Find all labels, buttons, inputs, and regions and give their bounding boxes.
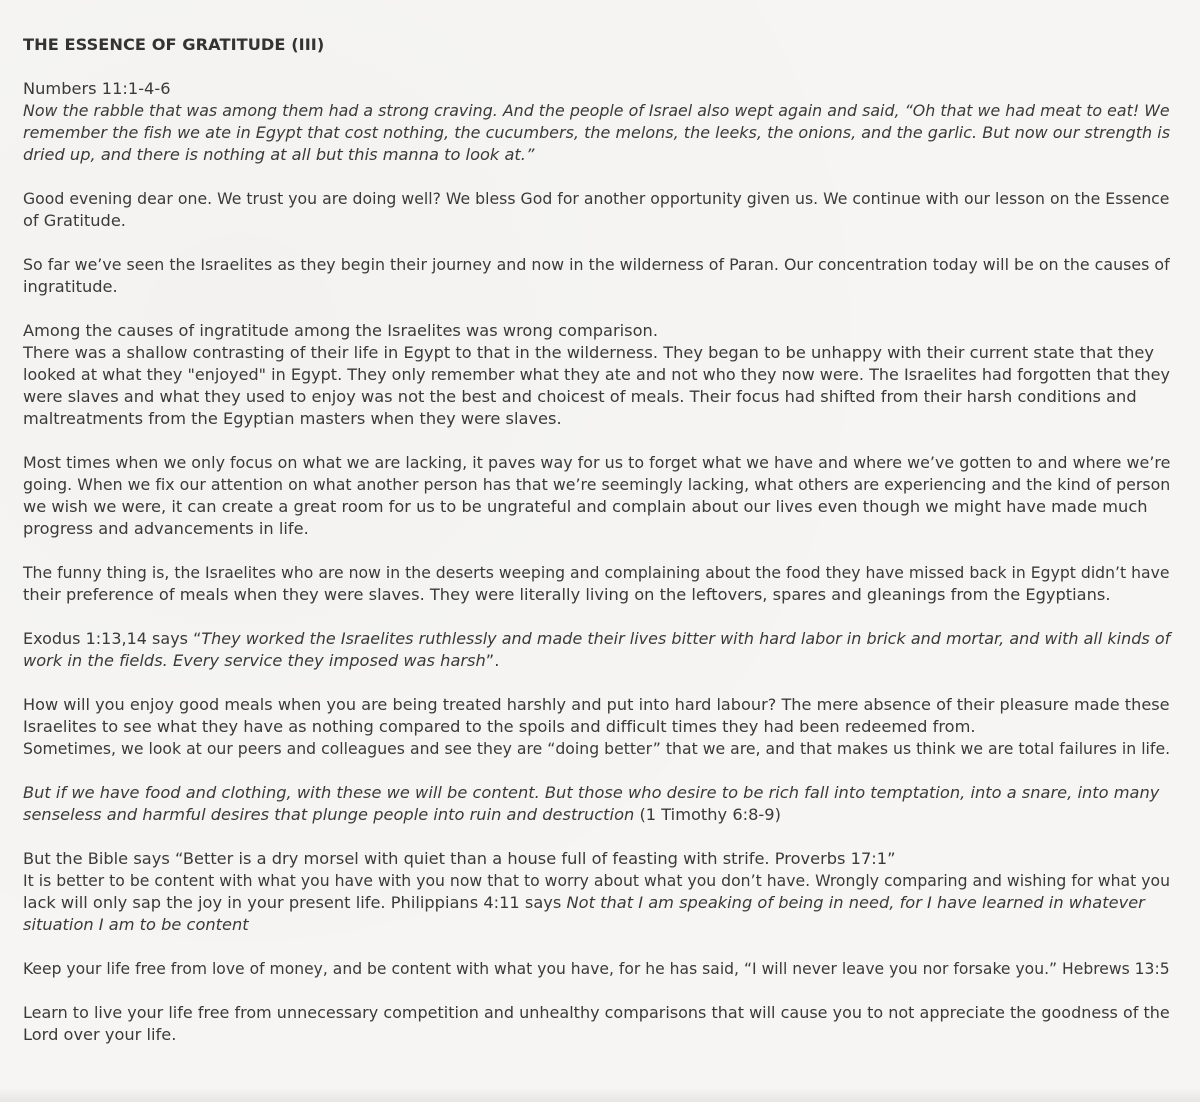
philippians-quote-text: situation I am to be content — [23, 915, 249, 934]
timothy-quote-text: senseless and harmful desires that plunge people into ruin and destruction — [23, 805, 635, 824]
text-line: Lord over your life. — [23, 1025, 177, 1044]
scripture-line: remember the fish we ate in Egypt that cost nothing, the cucumbers, the melons, the leeks, the onions, and the garlic. But now our strength is — [23, 123, 1171, 142]
paragraph-timothy-quote — [23, 782, 1164, 826]
text-line: progress and advancements in life. — [23, 519, 309, 538]
text-line: going. When we fix our attention on what another person has that we’re seemingly lacking, what others are experiencing and the kind of person — [23, 475, 1171, 494]
exodus-quote-text: work in the fields. Every service they imposed was harsh — [23, 651, 486, 670]
text-line: It is better to be content with what you have with you now that to worry about what you don’t have. Wrongly comparing and wishing for what you — [23, 871, 1171, 890]
text-line: Israelites to see what they have as nothing compared to the spoils and difficult times they had been redeemed from. — [23, 717, 976, 736]
text-line: we wish we were, it can create a great room for us to be ungrateful and complain about our lives even though we might have made much — [23, 497, 1148, 516]
text-line: Keep your life free from love of money, and be content with what you have, for he has said, “I will never leave you nor forsake you.” Hebrews 13:5 — [23, 959, 1170, 978]
paragraph-good-meals — [23, 694, 1171, 760]
text-line: their preference of meals when they were slaves. They were literally living on the leftovers, spares and gleanings from the Egyptians. — [23, 585, 1111, 604]
text-line — [23, 650, 1164, 672]
text-line — [23, 892, 1164, 914]
bottom-edge-shadow — [0, 1088, 1200, 1102]
text-line: There was a shallow contrasting of their life in Egypt to that in the wilderness. They began to be unhappy with their current state that they — [23, 343, 1155, 362]
scripture-line: dried up, and there is nothing at all but this manna to look at.” — [23, 145, 535, 164]
paragraph-hebrews — [23, 958, 1170, 980]
paragraph-wrong-comparison — [23, 320, 1170, 430]
philippians-quote-text: Not that I am speaking of being in need, for I have learned in whatever — [566, 893, 1145, 912]
timothy-reference: (1 Timothy 6:8-9) — [634, 805, 781, 824]
text-line — [23, 804, 1164, 826]
text-line: Among the causes of ingratitude among the Israelites was wrong comparison. — [23, 321, 658, 340]
paragraph-intro — [23, 254, 1170, 298]
paragraph-greeting — [23, 188, 1170, 232]
paragraph-closing — [23, 1002, 1170, 1046]
text-line: ingratitude. — [23, 277, 118, 296]
text-line: So far we’ve seen the Israelites as they begin their journey and now in the wilderness of Paran. Our concentration today will be on the causes of — [23, 255, 1170, 274]
exodus-prefix: Exodus 1:13,14 says “ — [23, 629, 202, 648]
text-line: How will you enjoy good meals when you are being treated harshly and put into hard labour? The mere absence of their pleasure made these — [23, 695, 1170, 714]
text-line: looked at what they "enjoyed" in Egypt. They only remember what they ate and not who they now were. The Israelites had forgotten that they — [23, 365, 1170, 384]
scripture-reference: Numbers 11:1-4-6 — [23, 79, 171, 98]
document-title: THE ESSENCE OF GRATITUDE (III) — [23, 35, 325, 54]
text-line: But the Bible says “Better is a dry morsel with quiet than a house full of feasting with strife. Proverbs 17:1” — [23, 849, 896, 868]
text-line: Good evening dear one. We trust you are doing well? We bless God for another opportunity given us. We continue with our lesson on the Essence — [23, 189, 1170, 208]
text-line: of Gratitude. — [23, 211, 126, 230]
scripture-line: Now the rabble that was among them had a strong craving. And the people of Israel also wept again and said, “Oh that we had meat to eat! We — [23, 101, 1170, 120]
exodus-quote-text: They worked the Israelites ruthlessly and made their lives bitter with hard labor in brick and mortar, and with all kinds of — [201, 629, 1171, 648]
philippians-prefix: lack will only sap the joy in your present life. Philippians 4:11 says — [23, 893, 567, 912]
text-line — [23, 628, 1171, 650]
text-line: Most times when we only focus on what we are lacking, it paves way for us to forget what we have and where we’ve gotten to and where we’re — [23, 453, 1171, 472]
paragraph-proverbs — [23, 848, 1171, 936]
paragraph-focus-lacking — [23, 452, 1171, 540]
exodus-suffix: ”. — [485, 651, 500, 670]
paragraph-exodus-quote — [23, 628, 1171, 672]
scripture-block — [23, 78, 1171, 166]
text-line: The funny thing is, the Israelites who are now in the deserts weeping and complaining about the food they have missed back in Egypt didn’t have — [23, 563, 1170, 582]
text-line: were slaves and what they used to enjoy was not the best and choicest of meals. Their focus had shifted from their harsh conditions and — [23, 387, 1137, 406]
timothy-quote-text: But if we have food and clothing, with these we will be content. But those who desire to be rich fall into temptation, into a snare, into many — [23, 783, 1160, 802]
paragraph-funny-thing — [23, 562, 1170, 606]
text-line: maltreatments from the Egyptian masters when they were slaves. — [23, 409, 562, 428]
text-line: Sometimes, we look at our peers and colleagues and see they are “doing better” that we are, and that makes us think we are total failures in life. — [23, 739, 1171, 758]
text-line: Learn to live your life free from unnecessary competition and unhealthy comparisons that will cause you to not appreciate the goodness of the — [23, 1003, 1170, 1022]
